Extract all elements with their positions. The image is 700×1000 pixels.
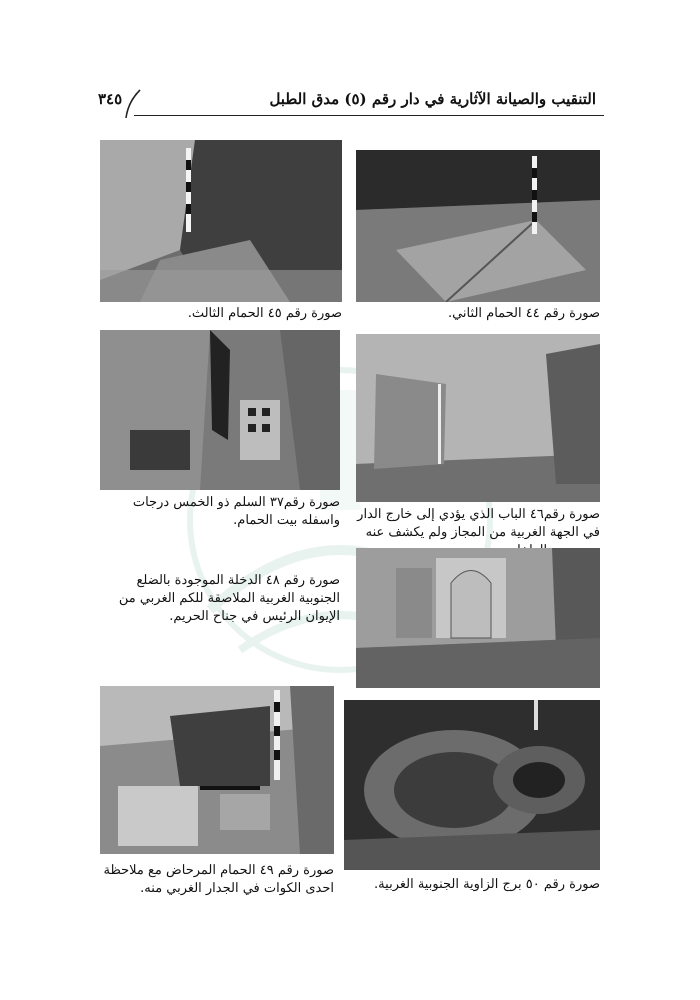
caption-fig49: صورة رقم ٤٩ الحمام المرحاض مع ملاحظة احدى الكوات في الجدار الغربي منه. [103, 863, 334, 896]
photo-fig50 [344, 700, 600, 870]
photo-fig44 [356, 150, 600, 302]
header-title: التنقيب والصيانة الآثارية في دار رقم (٥) مدق الطبل [269, 90, 596, 108]
caption-fig44: صورة رقم ٤٤ الحمام الثاني. [447, 306, 600, 321]
header-rule [134, 115, 604, 116]
caption-fig45: صورة رقم ٤٥ الحمام الثالث. [187, 306, 342, 321]
photo-fig49 [100, 686, 334, 854]
photo-fig46 [356, 334, 600, 502]
photo-fig37 [100, 330, 340, 490]
caption-fig50: صورة رقم ٥٠ برج الزاوية الجنوبية الغربية. [374, 877, 600, 892]
caption-fig46: صورة رقم٤٦ الباب الذي يؤدي إلى خارج الدار في الجهة الغربية من المجاز ولم يكشف عنه [357, 507, 600, 540]
header-divider-slash [122, 88, 144, 118]
caption-fig37: صورة رقم٣٧ السلم ذو الخمس درجات واسفله بيت الحمام. [132, 495, 340, 528]
running-header [92, 86, 604, 116]
photo-fig48 [356, 548, 600, 688]
page-number: ٣٤٥ [98, 90, 123, 108]
caption-fig48: صورة رقم ٤٨ الدخلة الموجودة بالضلع الجنوبية الغربية الملاصقة للكم الغربي من الإيوان الرئيس في جناح الحريم. [118, 573, 340, 624]
photo-fig45 [100, 140, 342, 302]
